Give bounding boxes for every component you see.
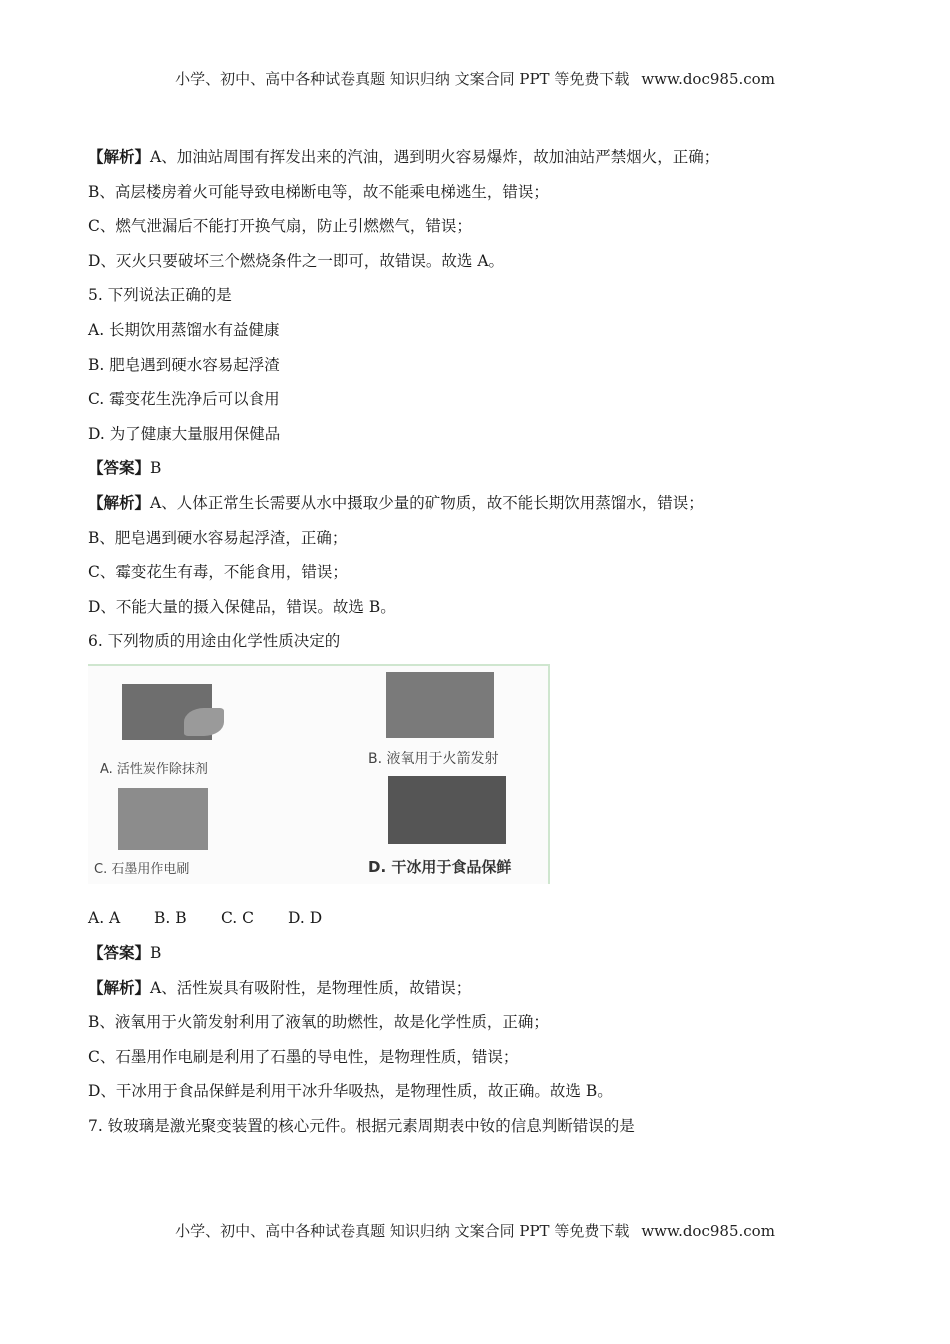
text-line: [88, 355, 280, 375]
graphite-brush-photo: [118, 788, 208, 850]
header-url[interactable]: www.doc985.com: [641, 70, 775, 88]
line-text: A、人体正常生长需要从水中摄取少量的矿物质，故不能长期饮用蒸馏水，错误；: [150, 494, 704, 512]
line-text: B、高层楼房着火可能导致电梯断电等，故不能乘电梯逃生，错误；: [88, 182, 549, 201]
text-line: [88, 597, 396, 617]
line-text: C、燃气泄漏后不能打开换气扇，防止引燃燃气，错误；: [88, 217, 472, 236]
text-line: [88, 978, 471, 998]
rocket-photo: [386, 672, 494, 738]
section-tag: 【解析】: [88, 977, 151, 997]
text-line: [88, 424, 280, 444]
text-line: [88, 528, 347, 548]
line-text: A. 长期饮用蒸馏水有益健康: [88, 321, 280, 339]
text-line: [88, 631, 340, 651]
dry-ice-photo: [388, 776, 506, 844]
option-c[interactable]: C. C: [221, 909, 255, 927]
question-6-options: [88, 908, 322, 928]
line-text: B. 肥皂遇到硬水容易起浮渣: [88, 355, 280, 374]
line-text: C、石墨用作电刷是利用了石墨的导电性，是物理性质，错误；: [88, 1047, 519, 1066]
section-tag: 【答案】: [88, 458, 151, 478]
line-text: 6. 下列物质的用途由化学性质决定的: [88, 632, 341, 651]
text-line: [88, 285, 232, 305]
line-text: A、活性炭具有吸附性，是物理性质，故错误；: [150, 978, 472, 997]
text-line: [88, 147, 719, 167]
text-line: [88, 493, 704, 513]
question-6-figure: [88, 664, 550, 884]
section-tag: 【解析】: [88, 493, 151, 512]
header-text: 小学、初中、高中各种试卷真题 知识归纳 文案合同 PPT 等免费下载: [175, 70, 630, 88]
line-text: B: [150, 944, 162, 962]
caption-d: D. 干冰用于食品保鲜: [368, 858, 512, 876]
line-text: B、液氧用于火箭发射利用了液氧的助燃性，故是化学性质，正确；: [88, 1013, 549, 1032]
line-text: D. 为了健康大量服用保健品: [88, 424, 281, 443]
text-line: [88, 320, 280, 340]
text-line: [88, 562, 348, 582]
line-text: C、霉变花生有毒，不能食用，错误；: [88, 563, 348, 582]
section-tag: 【答案】: [88, 943, 151, 962]
caption-a: A. 活性炭作除抹剂: [100, 762, 208, 777]
text-line: [88, 458, 161, 478]
line-text: D、不能大量的摄入保健品，错误。故选 B。: [88, 597, 396, 616]
text-line: [88, 1116, 635, 1136]
text-line: [88, 1047, 518, 1067]
line-text: D、灭火只要破坏三个燃烧条件之一即可，故错误。故选 A。: [88, 251, 505, 270]
option-a[interactable]: A. A: [88, 909, 121, 927]
page-footer: [0, 1220, 950, 1241]
caption-c: C. 石墨用作电刷: [94, 862, 190, 877]
line-text: B: [150, 459, 162, 478]
text-line: [88, 1081, 613, 1101]
footer-text: 小学、初中、高中各种试卷真题 知识归纳 文案合同 PPT 等免费下载: [175, 1222, 630, 1240]
text-line: [88, 216, 472, 236]
section-tag: 【解析】: [88, 147, 151, 166]
text-line: [88, 182, 549, 202]
line-text: C. 霉变花生洗净后可以食用: [88, 390, 280, 409]
line-text: D、干冰用于食品保鲜是利用干冰升华吸热，是物理性质，故正确。故选 B。: [88, 1082, 613, 1101]
footer-url[interactable]: www.doc985.com: [641, 1222, 775, 1240]
line-text: 7. 钕玻璃是激光聚变装置的核心元件。根据元素周期表中钕的信息判断错误的是: [88, 1117, 635, 1135]
option-b[interactable]: B. B: [154, 909, 187, 927]
page-header: [0, 68, 950, 89]
caption-b: B. 液氧用于火箭发射: [368, 751, 499, 767]
text-line: [88, 389, 280, 409]
line-text: 5. 下列说法正确的是: [88, 286, 232, 305]
text-line: [88, 1012, 549, 1032]
option-d[interactable]: D. D: [288, 909, 323, 927]
line-text: A、加油站周围有挥发出来的汽油，遇到明火容易爆炸，故加油站严禁烟火，正确；: [150, 148, 720, 166]
text-line: [88, 251, 504, 271]
line-text: B、肥皂遇到硬水容易起浮渣，正确；: [88, 528, 348, 547]
text-line: [88, 943, 161, 963]
leaf-photo: [184, 708, 224, 736]
